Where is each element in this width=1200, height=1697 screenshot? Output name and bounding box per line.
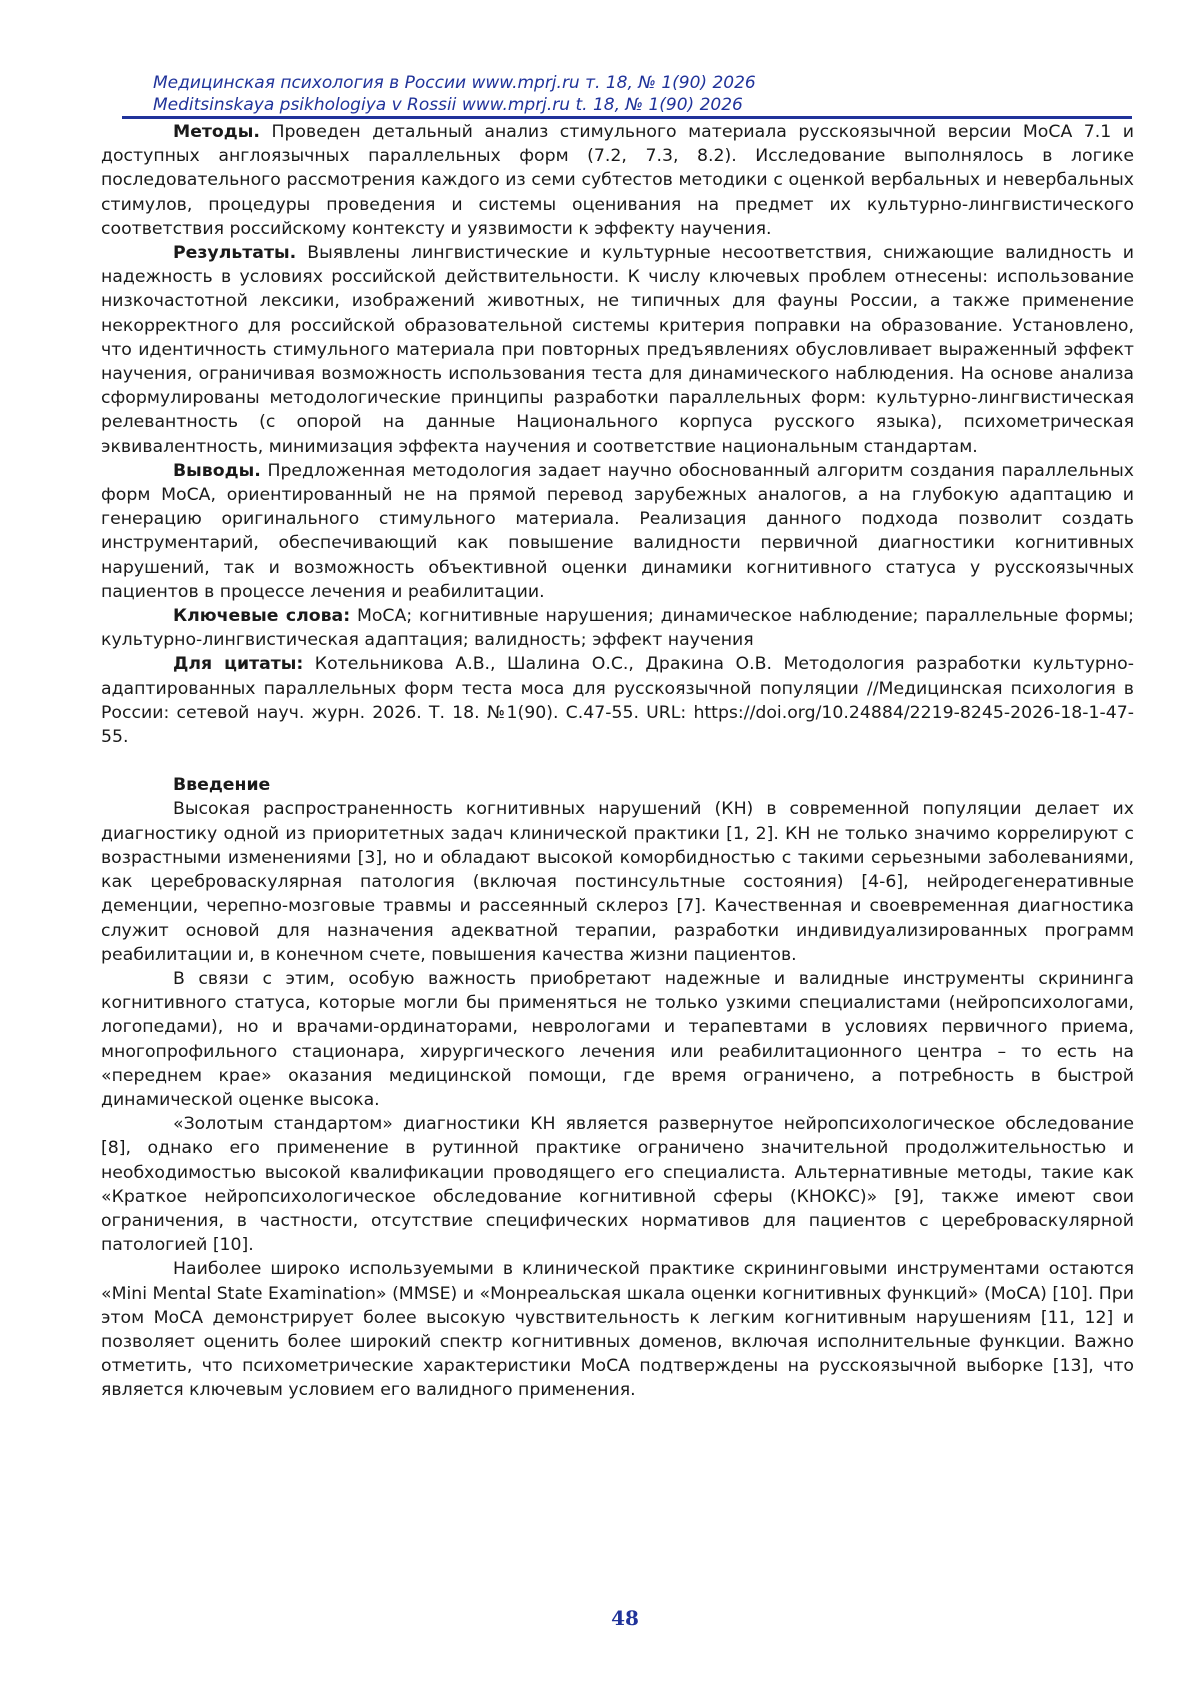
methods-label: Методы. (173, 122, 260, 142)
header-line-russian: Медицинская психология в России www.mprj.ru т. 18, № 1(90) 2026 (153, 73, 756, 93)
citation-text: Котельникова А.В., Шалина О.С., Дракина О.В. Методология разработки культурно-адаптированных параллельных форм теста моса для русскоязычной популяции //Медицинская психология в России: сетевой науч. журн. 2026. Т. 18. №1(90). С.47-55. URL: https://doi.org/10.24884/2219-8245-2026-18-1-47-55. (101, 654, 1134, 748)
abstract-conclusions (101, 459, 1134, 604)
intro-paragraph: В связи с этим, особую важность приобретают надежные и валидные инструменты скрининга когнитивного статуса, которые могли бы применяться не только узкими специалистами (нейропсихологами, логопедами), но и врачами-ординаторами, неврологами и терапевтами в условиях первичного приема, многопрофильного стационара, хирургического лечения или реабилитационного центра – то есть на «переднем крае» оказания медицинской помощи, где время ограничено, а потребность в быстрой динамической оценке высока. (101, 968, 1134, 1110)
conclusions-label: Выводы. (173, 460, 261, 481)
keywords-text: MoCA; когнитивные нарушения; динамическое наблюдение; параллельные формы; культурно-лингвистическая адаптация; валидность; эффект научения (101, 606, 1134, 651)
introduction-heading: Введение (173, 775, 271, 796)
intro-paragraph: Наиболее широко используемыми в клинической практике скрининговыми инструментами остаются «Mini Mental State Examination» (MMSE) и «Монреальская шкала оценки когнитивных функций» (MoCA) [10]. При этом MoCA демонстрирует более высокую чувствительность к легким когнитивным нарушениям [11, 12] и позволяет оценить более широкий спектр когнитивных доменов, включая исполнительные функции. Важно отметить, что психометрические характеристики MoCA подтверждены на русскоязычной выборке [13], что является ключевым условием его валидного применения. (101, 1259, 1134, 1401)
section-spacer (101, 749, 1134, 773)
conclusions-text: Предложенная методология задает научно обоснованный алгоритм создания параллельных форм MoCA, ориентированный не на прямой перевод зарубежных аналогов, а на глубокую адаптацию и генерацию оригинального стимульного материала. Реализация данного подхода позволит создать инструментарий, обеспечивающий как повышение валидности первичной диагностики когнитивных нарушений, так и возможность объективной оценки динамики когнитивного статуса у русскоязычных пациентов в процессе лечения и реабилитации. (101, 460, 1134, 602)
page-number: 48 (611, 1606, 639, 1630)
citation-label: Для цитаты: (173, 654, 304, 675)
running-header (153, 72, 1133, 116)
methods-text: Проведен детальный анализ стимульного материала русскоязычной версии MoCA 7.1 и доступных англоязычных параллельных форм (7.2, 7.3, 8.2). Исследование выполнялось в логике последовательного рассмотрения каждого из семи субтестов методики с оценкой вербальных и невербальных стимулов, процедуры проведения и системы оценивания на предмет их культурно-лингвистического соответствия российскому контексту и уязвимости к эффекту научения. (101, 122, 1134, 239)
intro-paragraph: «Золотым стандартом» диагностики КН является развернутое нейропсихологическое обследование [8], однако его применение в рутинной практике ограничено значительной продолжительностью и необходимостью высокой квалификации проводящего его специалиста. Альтернативные методы, такие как «Краткое нейропсихологическое обследование когнитивной сферы (КНОКС)» [9], также имеют свои ограничения, в частности, отсутствие специфических нормативов для пациентов с цереброваскулярной патологией [10]. (101, 1114, 1134, 1256)
results-text: Выявлены лингвистические и культурные несоответствия, снижающие валидность и надежность в условиях российской действительности. К числу ключевых проблем отнесены: использование низкочастотной лексики, изображений животных, не типичных для фауны России, а также применение некорректного для российской образовательной системы критерия поправки на образование. Установлено, что идентичность стимульного материала при повторных предъявлениях обусловливает выраженный эффект научения, ограничивая возможность использования теста для динамического наблюдения. На основе анализа сформулированы методологические принципы разработки параллельных форм: культурно-лингвистическая релевантность (с опорой на данные Национального корпуса русского языка), психометрическая эквивалентность, минимизация эффекта научения и соответствие национальным стандартам. (101, 243, 1134, 457)
page-content (101, 120, 1134, 1403)
keywords-label: Ключевые слова: (173, 606, 351, 627)
intro-paragraph: Высокая распространенность когнитивных нарушений (КН) в современной популяции делает их диагностику одной из приоритетных задач клинической практики [1, 2]. КН не только значимо коррелируют с возрастными изменениями [3], но и обладают высокой коморбидностью с такими серьезными заболеваниями, как цереброваскулярная патология (включая постинсультные состояния) [4-6], нейродегенеративные деменции, черепно-мозговые травмы и рассеянный склероз [7]. Качественная и своевременная диагностика служит основой для назначения адекватной терапии, разработки индивидуализированных программ реабилитации и, в конечном счете, повышения качества жизни пациентов. (101, 799, 1134, 965)
abstract-methods (101, 120, 1134, 241)
results-label: Результаты. (173, 243, 297, 264)
abstract-results (101, 241, 1134, 459)
header-rule (122, 116, 1132, 119)
abstract-keywords (101, 604, 1134, 652)
abstract-citation (101, 652, 1134, 749)
header-line-transliterated: Meditsinskaya psikhologiya v Rossii www.mprj.ru t. 18, № 1(90) 2026 (153, 95, 743, 115)
